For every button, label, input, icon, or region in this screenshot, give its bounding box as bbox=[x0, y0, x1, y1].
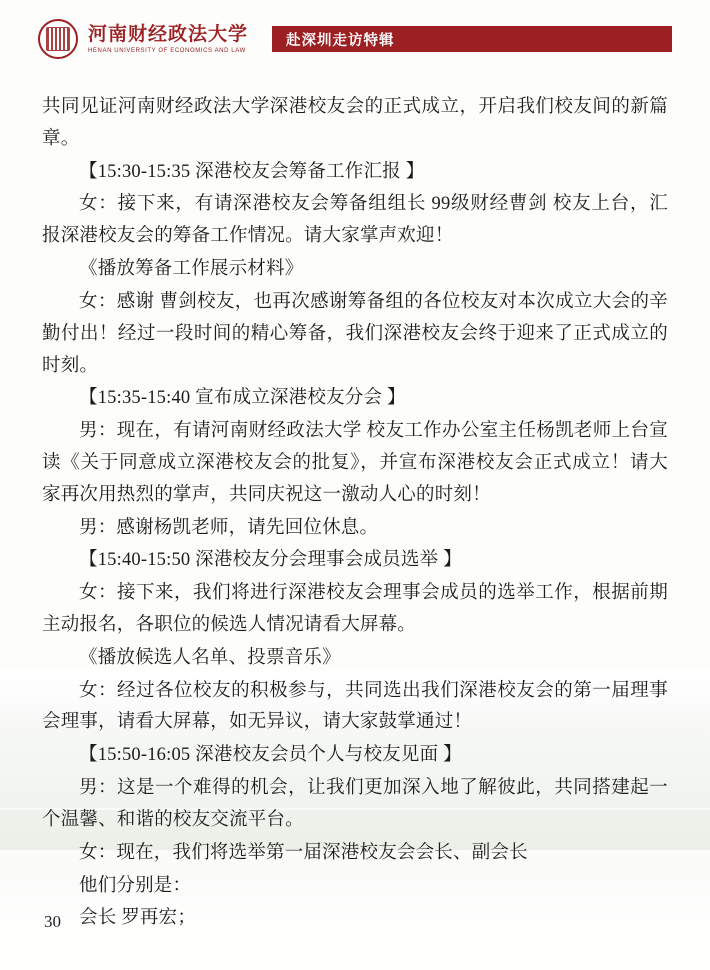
university-name-en: HENAN UNIVERSITY OF ECONOMICS AND LAW bbox=[88, 47, 246, 54]
paragraph: 女：经过各位校友的积极参与，共同选出我们深港校友会的第一届理事会理事，请看大屏幕，如无异议，请大家鼓掌通过！ bbox=[42, 680, 668, 733]
paragraph: 女：现在，我们将选举第一届深港校友会会长、副会长 bbox=[79, 842, 528, 863]
paragraph: 《播放筹备工作展示材料》 bbox=[79, 259, 304, 280]
paragraph: 【15:30-15:35 深港校友会筹备工作汇报 】 bbox=[79, 161, 425, 182]
paragraph: 【15:50-16:05 深港校友会员个人与校友见面 】 bbox=[79, 745, 462, 766]
university-crest-icon bbox=[38, 19, 78, 59]
paragraph: 会长 罗再宏； bbox=[79, 908, 197, 929]
paragraph: 女：感谢 曹剑校友，也再次感谢筹备组的各位校友对本次成立大会的辛勤付出！经过一段时间的精心筹备，我们深港校友会终于迎来了正式成立的时刻。 bbox=[42, 291, 668, 376]
paragraph: 男：这是一个难得的机会，让我们更加深入地了解彼此，共同搭建起一个温馨、和谐的校友交流平台。 bbox=[42, 778, 668, 830]
header-banner-title: 赴深圳走访特辑 bbox=[286, 32, 395, 49]
header-banner bbox=[272, 26, 672, 52]
paragraph: 【15:40-15:50 深港校友分会理事会成员选举 】 bbox=[79, 550, 462, 571]
paragraph: 他们分别是： bbox=[79, 875, 192, 896]
paragraph: 女：接下来，我们将进行深港校友会理事会成员的选举工作，根据前期主动报名，各职位的候选人情况请看大屏幕。 bbox=[42, 583, 668, 635]
university-name-cn: 河南财经政法大学 bbox=[88, 23, 249, 45]
paragraph: 共同见证河南财经政法大学深港校友会的正式成立，开启我们校友间的新篇章。 bbox=[42, 97, 668, 149]
paragraph: 【15:35-15:40 宣布成立深港校友分会 】 bbox=[79, 388, 406, 409]
page-header bbox=[0, 0, 710, 78]
university-wordmark bbox=[88, 25, 254, 54]
paragraph: 《播放候选人名单、投票音乐》 bbox=[79, 647, 341, 668]
paragraph: 男：感谢杨凯老师，请先回位休息。 bbox=[79, 517, 379, 538]
page-number: 30 bbox=[44, 912, 61, 931]
paragraph: 女：接下来，有请深港校友会筹备组组长 99级财经曹剑 校友上台，汇报深港校友会的筹备工作情况。请大家掌声欢迎！ bbox=[42, 194, 668, 247]
paragraph: 男：现在，有请河南财经政法大学 校友工作办公室主任杨凯老师上台宣读《关于同意成立深港校友会的批复》，并宣布深港校友会正式成立！请大家再次用热烈的掌声，共同庆祝这一激动人心的时刻！ bbox=[42, 421, 668, 505]
document-body bbox=[0, 78, 710, 935]
